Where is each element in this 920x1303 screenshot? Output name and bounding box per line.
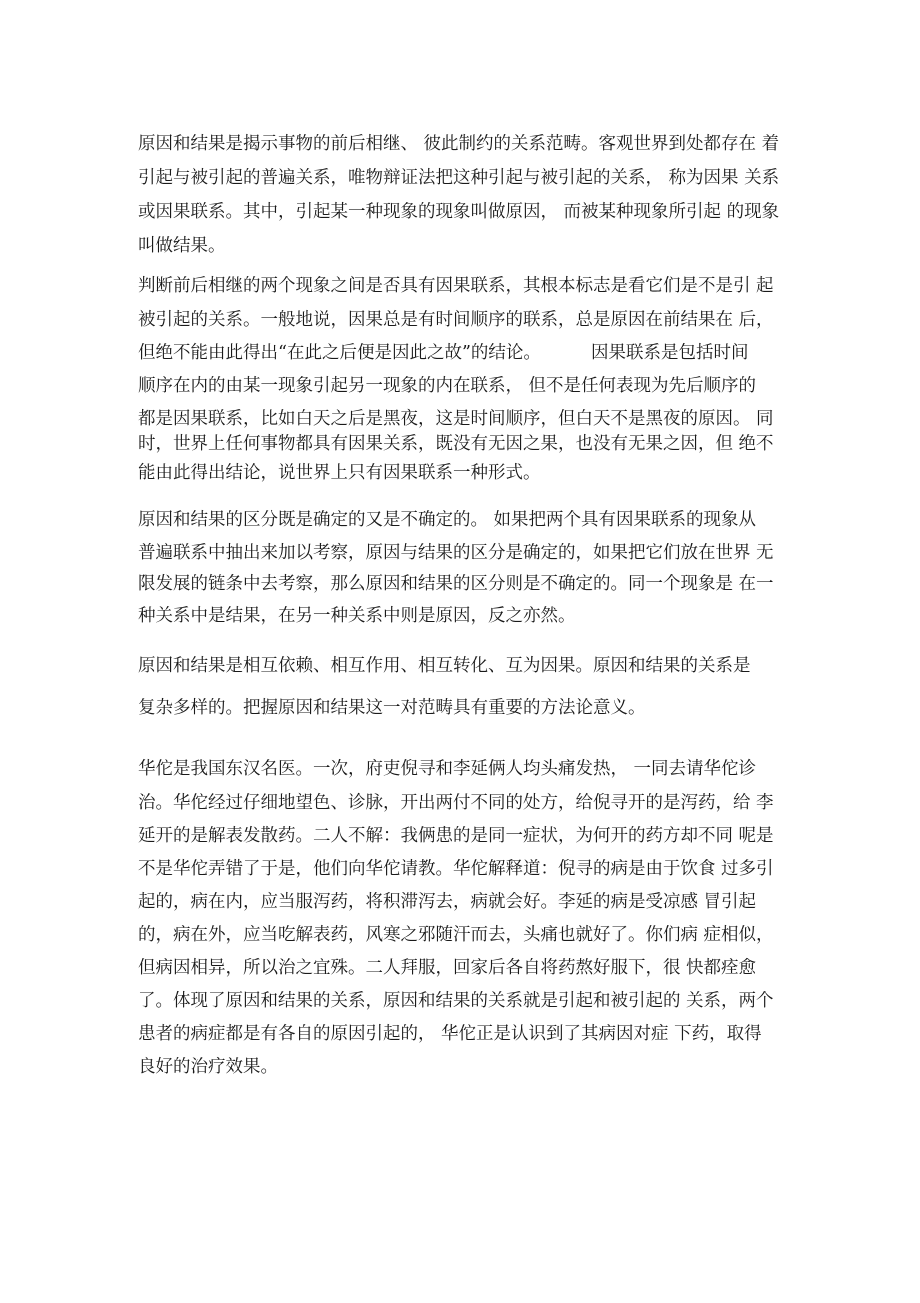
paragraph-5-line-9: 患者的病症都是有各自的原因引起的， 华佗正是认识到了其病因对症 下药，取得 <box>138 1024 762 1044</box>
paragraph-1-line-3: 或因果联系。其中，引起某一种现象的现象叫做原因， 而被某种现象所引起 的现象 <box>138 202 780 222</box>
paragraph-2-line-4: 顺序在内的由某一现象引起另一现象的内在联系， 但不是任何表现为先后顺序的 <box>138 376 757 396</box>
paragraph-1-line-1: 原因和结果是揭示事物的前后相继、 彼此制约的关系范畴。客观世界到处都存在 着 <box>138 134 780 154</box>
paragraph-2-line-2: 被引起的关系。一般地说，因果总是有时间顺序的联系，总是原因在前结果在 后， <box>138 310 774 330</box>
paragraph-5-line-8: 了。体现了原因和结果的关系，原因和结果的关系就是引起和被引起的 关系，两个 <box>138 991 774 1011</box>
paragraph-4-line-1: 原因和结果是相互依赖、相互作用、相互转化、互为因果。原因和结果的关系是 <box>138 656 751 676</box>
paragraph-5-line-4: 不是华佗弄错了于是，他们向华佗请教。华佗解释道：倪寻的病是由于饮食 过多引 <box>138 859 774 879</box>
paragraph-5-line-6: 的，病在外，应当吃解表药，风寒之邪随汗而去，头痛也就好了。你们病 症相似， <box>138 925 774 945</box>
paragraph-2-line-5: 都是因果联系，比如白天之后是黑夜，这是时间顺序，但白天不是黑夜的原因。 同 <box>138 409 774 429</box>
paragraph-5-line-1: 华佗是我国东汉名医。一次，府吏倪寻和李延俩人均头痛发热， 一同去请华佗诊 <box>138 759 757 779</box>
paragraph-3-line-1: 原因和结果的区分既是确定的又是不确定的。 如果把两个具有因果联系的现象从 <box>138 510 757 530</box>
paragraph-2-line-3: 但绝不能由此得出“在此之后便是因此之故”的结论。 因果联系是包括时间 <box>138 343 749 363</box>
paragraph-3-line-2: 普遍联系中抽出来加以考察，原因与结果的区分是确定的，如果把它们放在世界 无 <box>138 543 774 563</box>
paragraph-1-line-4: 叫做结果。 <box>138 236 226 256</box>
paragraph-5-line-3: 延开的是解表发散药。二人不解：我俩患的是同一症状，为何开的药方却不同 呢是 <box>138 826 774 846</box>
paragraph-1-line-2: 引起与被引起的普遍关系，唯物辩证法把这种引起与被引起的关系， 称为因果 关系 <box>138 168 780 188</box>
paragraph-5-line-10: 良好的治疗效果。 <box>138 1057 278 1077</box>
paragraph-3-line-3: 限发展的链条中去考察，那么原因和结果的区分则是不确定的。同一个现象是 在一 <box>138 574 774 594</box>
paragraph-2-line-6: 时，世界上任何事物都具有因果关系，既没有无因之果，也没有无果之因，但 绝不 <box>138 434 774 454</box>
paragraph-5-line-7: 但病因相异，所以治之宜殊。二人拜服，回家后各自将药熬好服下，很 快都痊愈 <box>138 958 757 978</box>
paragraph-2-line-1: 判断前后相继的两个现象之间是否具有因果联系，其根本标志是看它们是不是引 起 <box>138 276 774 296</box>
paragraph-3-line-4: 种关系中是结果，在另一种关系中则是原因，反之亦然。 <box>138 606 576 626</box>
paragraph-4-line-2: 复杂多样的。把握原因和结果这一对范畴具有重要的方法论意义。 <box>138 698 646 718</box>
paragraph-2-line-7: 能由此得出结论，说世界上只有因果联系一种形式。 <box>138 463 541 483</box>
paragraph-5-line-5: 起的，病在内，应当服泻药，将积滞泻去，病就会好。李延的病是受凉感 冒引起 <box>138 892 757 912</box>
paragraph-5-line-2: 治。华佗经过仔细地望色、诊脉，开出两付不同的处方，给倪寻开的是泻药，给 李 <box>138 793 774 813</box>
